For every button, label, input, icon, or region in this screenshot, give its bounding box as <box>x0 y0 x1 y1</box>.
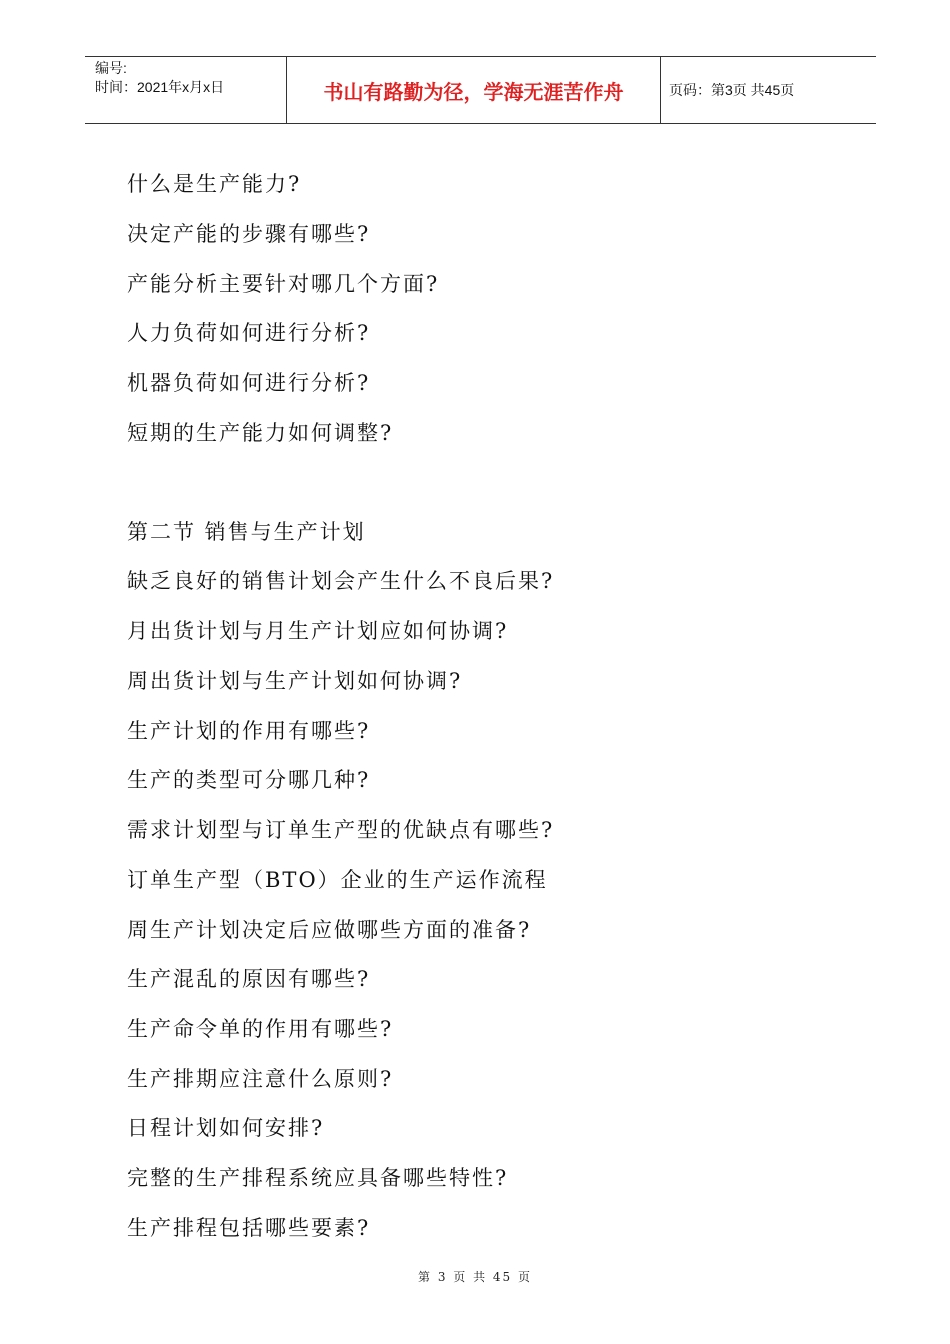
question-line: 生产排期应注意什么原则? <box>127 1067 394 1091</box>
question-line: 什么是生产能力? <box>127 172 302 196</box>
header-meta <box>95 59 285 97</box>
question-line: 订单生产型（BTO）企业的生产运作流程 <box>127 868 548 892</box>
question-line: 短期的生产能力如何调整? <box>127 421 394 445</box>
question-line: 生产命令单的作用有哪些? <box>127 1017 394 1041</box>
header-motto: 书山有路勤为径，学海无涯苦作舟 <box>323 79 624 104</box>
question-line: 完整的生产排程系统应具备哪些特性? <box>127 1166 509 1190</box>
question-line: 生产计划的作用有哪些? <box>127 719 371 743</box>
question-line: 周出货计划与生产计划如何协调? <box>127 669 463 693</box>
question-line: 机器负荷如何进行分析? <box>127 371 371 395</box>
question-line: 产能分析主要针对哪几个方面? <box>127 272 440 296</box>
header-page-info: 页码：第3页 共45页 <box>669 82 795 98</box>
question-line: 生产混乱的原因有哪些? <box>127 967 371 991</box>
question-line: 决定产能的步骤有哪些? <box>127 222 371 246</box>
page-header <box>85 56 876 124</box>
header-divider-right <box>660 57 661 123</box>
question-line: 生产排程包括哪些要素? <box>127 1216 371 1240</box>
question-line: 月出货计划与月生产计划应如何协调? <box>127 619 509 643</box>
question-line: 缺乏良好的销售计划会产生什么不良后果? <box>127 569 555 593</box>
time-label: 时间：2021年x月x日 <box>95 79 225 95</box>
question-line: 人力负荷如何进行分析? <box>127 321 371 345</box>
question-line: 周生产计划决定后应做哪些方面的准备? <box>127 918 532 942</box>
number-label: 编号: <box>95 60 127 76</box>
question-line: 日程计划如何安排? <box>127 1116 325 1140</box>
question-line: 生产的类型可分哪几种? <box>127 768 371 792</box>
question-line: 需求计划型与订单生产型的优缺点有哪些? <box>127 818 555 842</box>
section-title: 第二节 销售与生产计划 <box>127 520 366 544</box>
page-footer: 第 3 页 共 45 页 <box>418 1270 532 1284</box>
